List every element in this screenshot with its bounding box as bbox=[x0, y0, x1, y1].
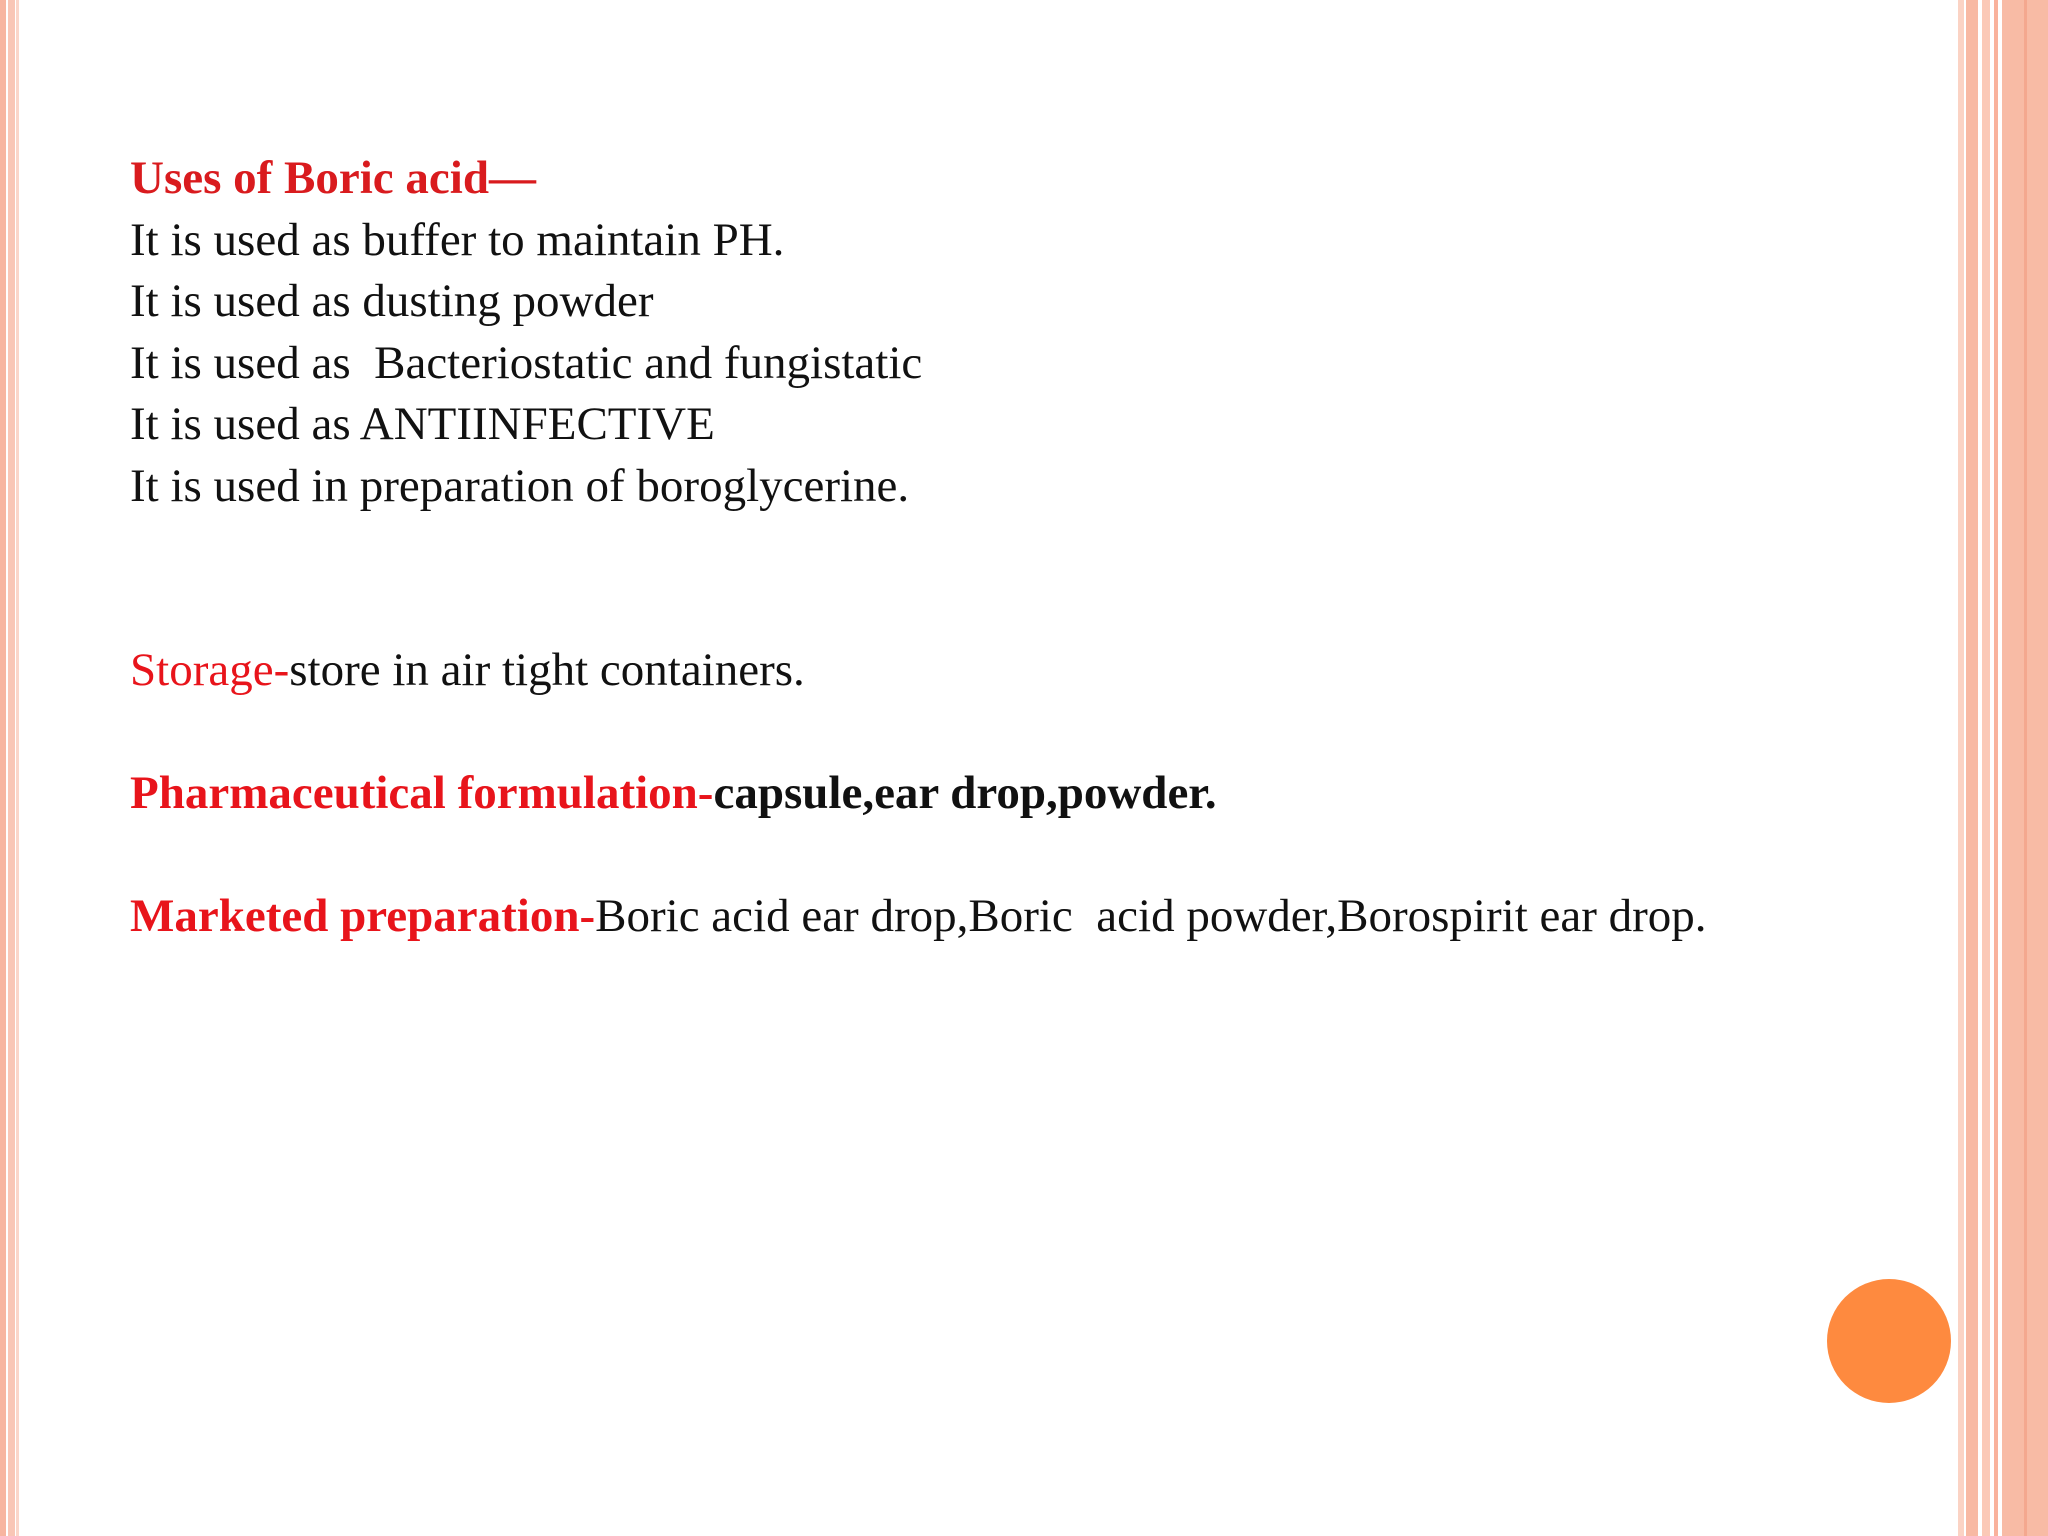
storage-label: Storage- bbox=[130, 644, 290, 696]
marketed-text: Boric acid ear drop,Boric acid powder,Borospirit ear drop. bbox=[595, 890, 1707, 942]
spacer bbox=[130, 702, 1930, 764]
storage-text: store in air tight containers. bbox=[289, 644, 805, 696]
formulation-line bbox=[130, 763, 1930, 825]
uses-item: It is used as ANTIINFECTIVE bbox=[130, 398, 715, 450]
spacer bbox=[130, 517, 1930, 640]
storage-line bbox=[130, 640, 1930, 702]
right-border-stripe bbox=[2024, 0, 2027, 1536]
left-border-stripe bbox=[0, 0, 6, 1536]
right-border-stripe bbox=[1966, 0, 1978, 1536]
formulation-label: Pharmaceutical formulation- bbox=[130, 767, 714, 819]
orange-circle-decoration bbox=[1827, 1279, 1951, 1403]
uses-item: It is used as dusting powder bbox=[130, 275, 654, 327]
right-border-stripe bbox=[1958, 0, 1964, 1536]
uses-item: It is used as Bacteriostatic and fungistatic bbox=[130, 336, 923, 389]
slide-content bbox=[130, 148, 1930, 948]
right-border-stripe bbox=[1994, 0, 1998, 1536]
marketed-label: Marketed preparation- bbox=[130, 890, 596, 942]
formulation-text: capsule,ear drop,powder. bbox=[713, 767, 1217, 819]
left-border-stripe bbox=[8, 0, 15, 1536]
spacer bbox=[130, 825, 1930, 887]
uses-item: It is used in preparation of boroglycerine. bbox=[130, 459, 910, 512]
marketed-line bbox=[130, 886, 1930, 948]
uses-heading: Uses of Boric acid— bbox=[130, 152, 536, 204]
right-border-stripe bbox=[1982, 0, 1990, 1536]
left-border-stripe bbox=[16, 0, 19, 1536]
uses-item: It is used as buffer to maintain PH. bbox=[130, 213, 785, 266]
